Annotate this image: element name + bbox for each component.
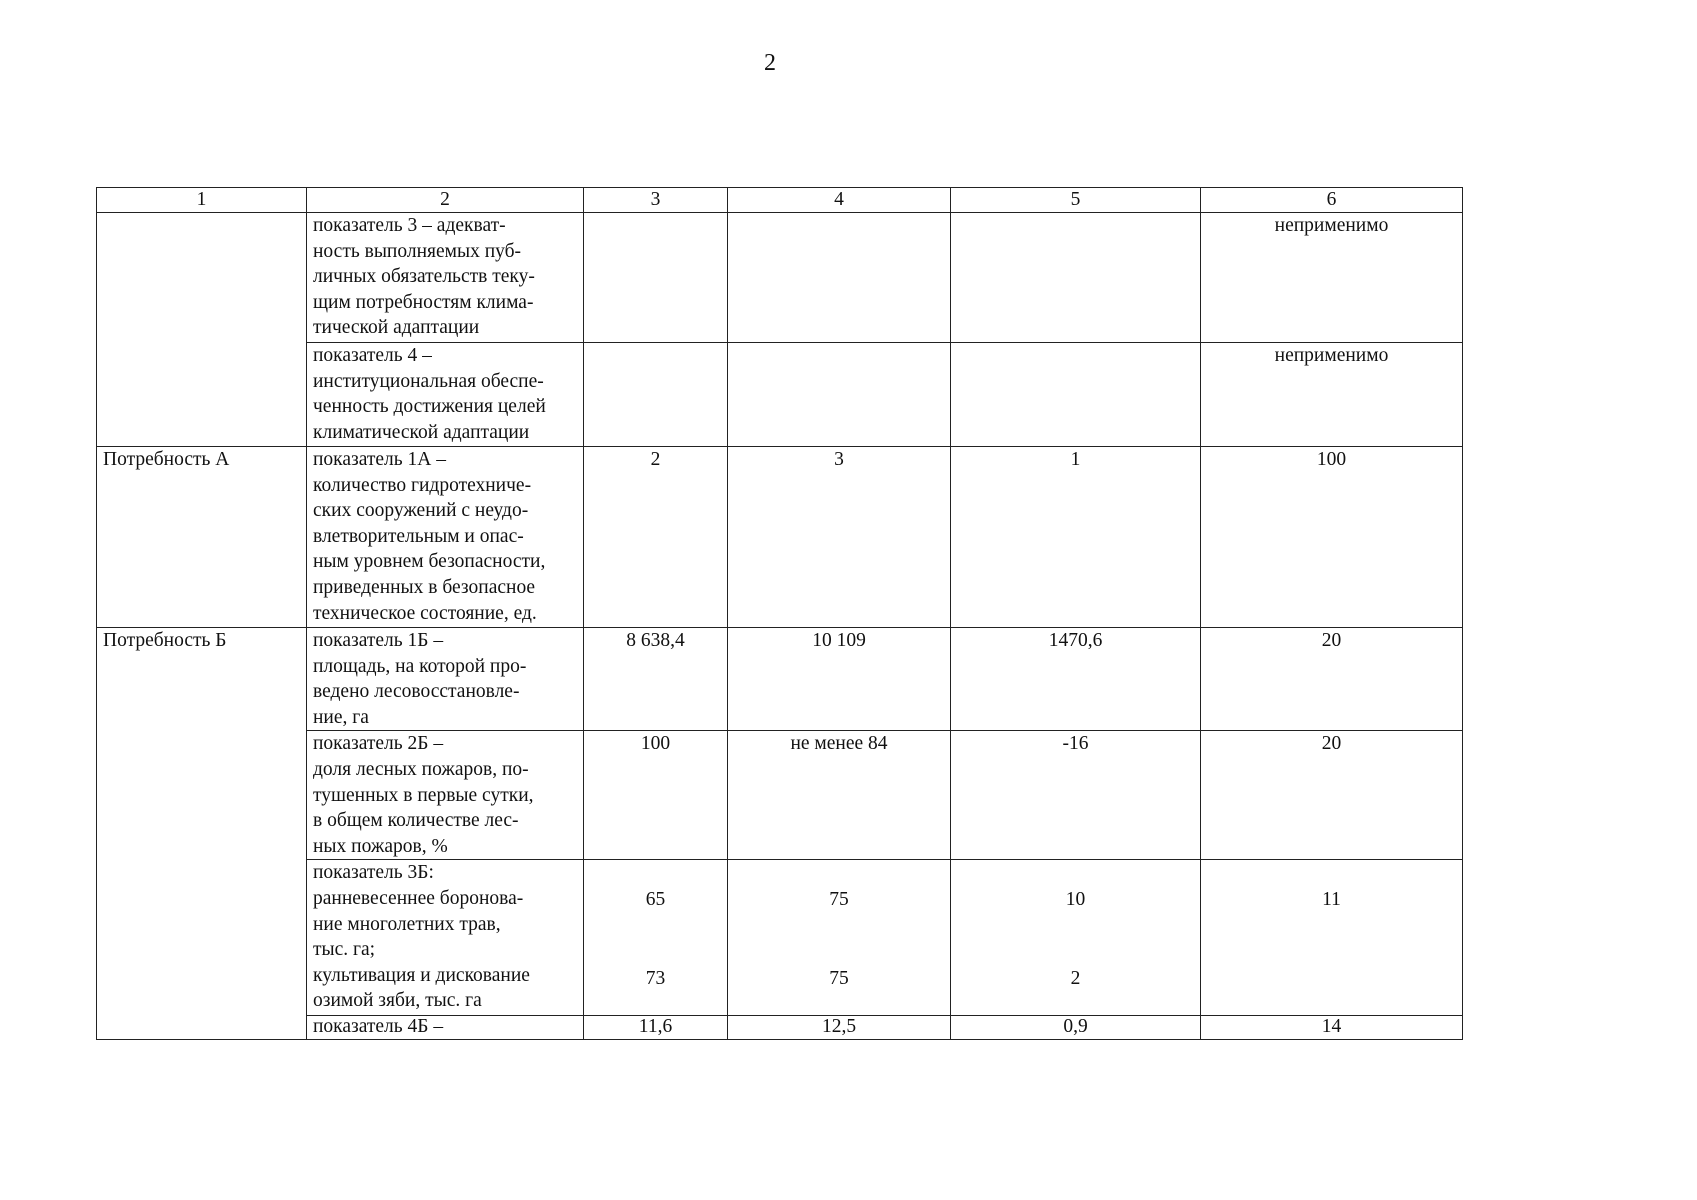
- value-cell-5: 1: [951, 447, 1201, 628]
- value-cell-6: 14: [1201, 1016, 1463, 1040]
- indicator-cell: [307, 731, 584, 860]
- value-cell-4: 3: [728, 447, 951, 628]
- value-cell-3: [584, 213, 728, 343]
- need-cell: Потребность А: [97, 447, 307, 628]
- header-cell-3: 3: [584, 188, 728, 213]
- value-cell-3: [584, 343, 728, 447]
- indicator-cell: [307, 213, 584, 343]
- header-cell-6: 6: [1201, 188, 1463, 213]
- indicator-cell: [307, 860, 584, 1016]
- indicator-text: показатель 1Б – площадь, на которой про- ведено лесовосстановле- ние, га: [313, 630, 527, 728]
- value-cell-6: неприменимо: [1201, 213, 1463, 343]
- value-cell-6: неприменимо: [1201, 343, 1463, 447]
- value-cell-5: 1470,6: [951, 628, 1201, 731]
- indicator-text: показатель 3Б: ранневесеннее боронова- ние многолетних трав, тыс. га; культивация и дискование озимой зяби, тыс. га: [313, 862, 530, 1012]
- value-cell-6: 20: [1201, 731, 1463, 860]
- indicator-cell: [307, 447, 584, 628]
- indicator-text: показатель 1А – количество гидротехниче- ских сооружений с неудо- влетворительным и опас- ным уровнем безопасности, приведенных в безопасное техническое состояние, ед.: [313, 449, 546, 624]
- value-cell-4: [728, 860, 951, 1016]
- indicators-table: [96, 187, 1463, 1040]
- indicator-text: показатель 4Б –: [313, 1016, 444, 1038]
- value-cell-3: [584, 860, 728, 1016]
- need-cell: [97, 213, 307, 447]
- value-harrowing: 10: [1065, 889, 1086, 911]
- header-cell-5: 5: [951, 188, 1201, 213]
- table-row: [97, 213, 1463, 343]
- header-row: [97, 188, 1463, 213]
- value-harrowing: 75: [829, 889, 849, 911]
- value-cell-6: 20: [1201, 628, 1463, 731]
- indicator-text: показатель 2Б – доля лесных пожаров, по- тушенных в первые сутки, в общем количестве лес- ных пожаров, %: [313, 733, 534, 857]
- need-cell: Потребность Б: [97, 628, 307, 1040]
- indicator-cell: [307, 628, 584, 731]
- indicator-cell: [307, 1016, 584, 1040]
- value-cultivation: 75: [829, 967, 849, 989]
- value-cell-3: 11,6: [584, 1016, 728, 1040]
- value-cell-5: [951, 860, 1201, 1016]
- indicator-cell: [307, 343, 584, 447]
- value-cell-4: 12,5: [728, 1016, 951, 1040]
- header-cell-2: 2: [307, 188, 584, 213]
- value-cell-3: 2: [584, 447, 728, 628]
- value-cell-6: 11: [1201, 860, 1463, 1016]
- value-cell-3: 100: [584, 731, 728, 860]
- value-cell-6: 100: [1201, 447, 1463, 628]
- value-cell-5: 0,9: [951, 1016, 1201, 1040]
- value-cell-5: -16: [951, 731, 1201, 860]
- value-harrowing: 65: [645, 889, 666, 911]
- table-row: [97, 628, 1463, 731]
- table-row: [97, 447, 1463, 628]
- value-cell-4: 10 109: [728, 628, 951, 731]
- value-cell-4: не менее 84: [728, 731, 951, 860]
- header-cell-4: 4: [728, 188, 951, 213]
- value-cell-5: [951, 343, 1201, 447]
- value-cell-4: [728, 343, 951, 447]
- page-number: 2: [764, 50, 776, 76]
- value-cell-5: [951, 213, 1201, 343]
- header-cell-1: 1: [97, 188, 307, 213]
- indicator-text: показатель 3 – адекват- ность выполняемых пуб- личных обязательств теку- щим потребностям клима- тической адаптации: [313, 215, 535, 339]
- indicator-text: показатель 4 – институциональная обеспе- ченность достижения целей климатической адаптации: [313, 345, 546, 443]
- value-cell-3: 8 638,4: [584, 628, 728, 731]
- value-cultivation: 73: [645, 967, 666, 989]
- value-cell-4: [728, 213, 951, 343]
- value-cultivation: 2: [1070, 967, 1081, 989]
